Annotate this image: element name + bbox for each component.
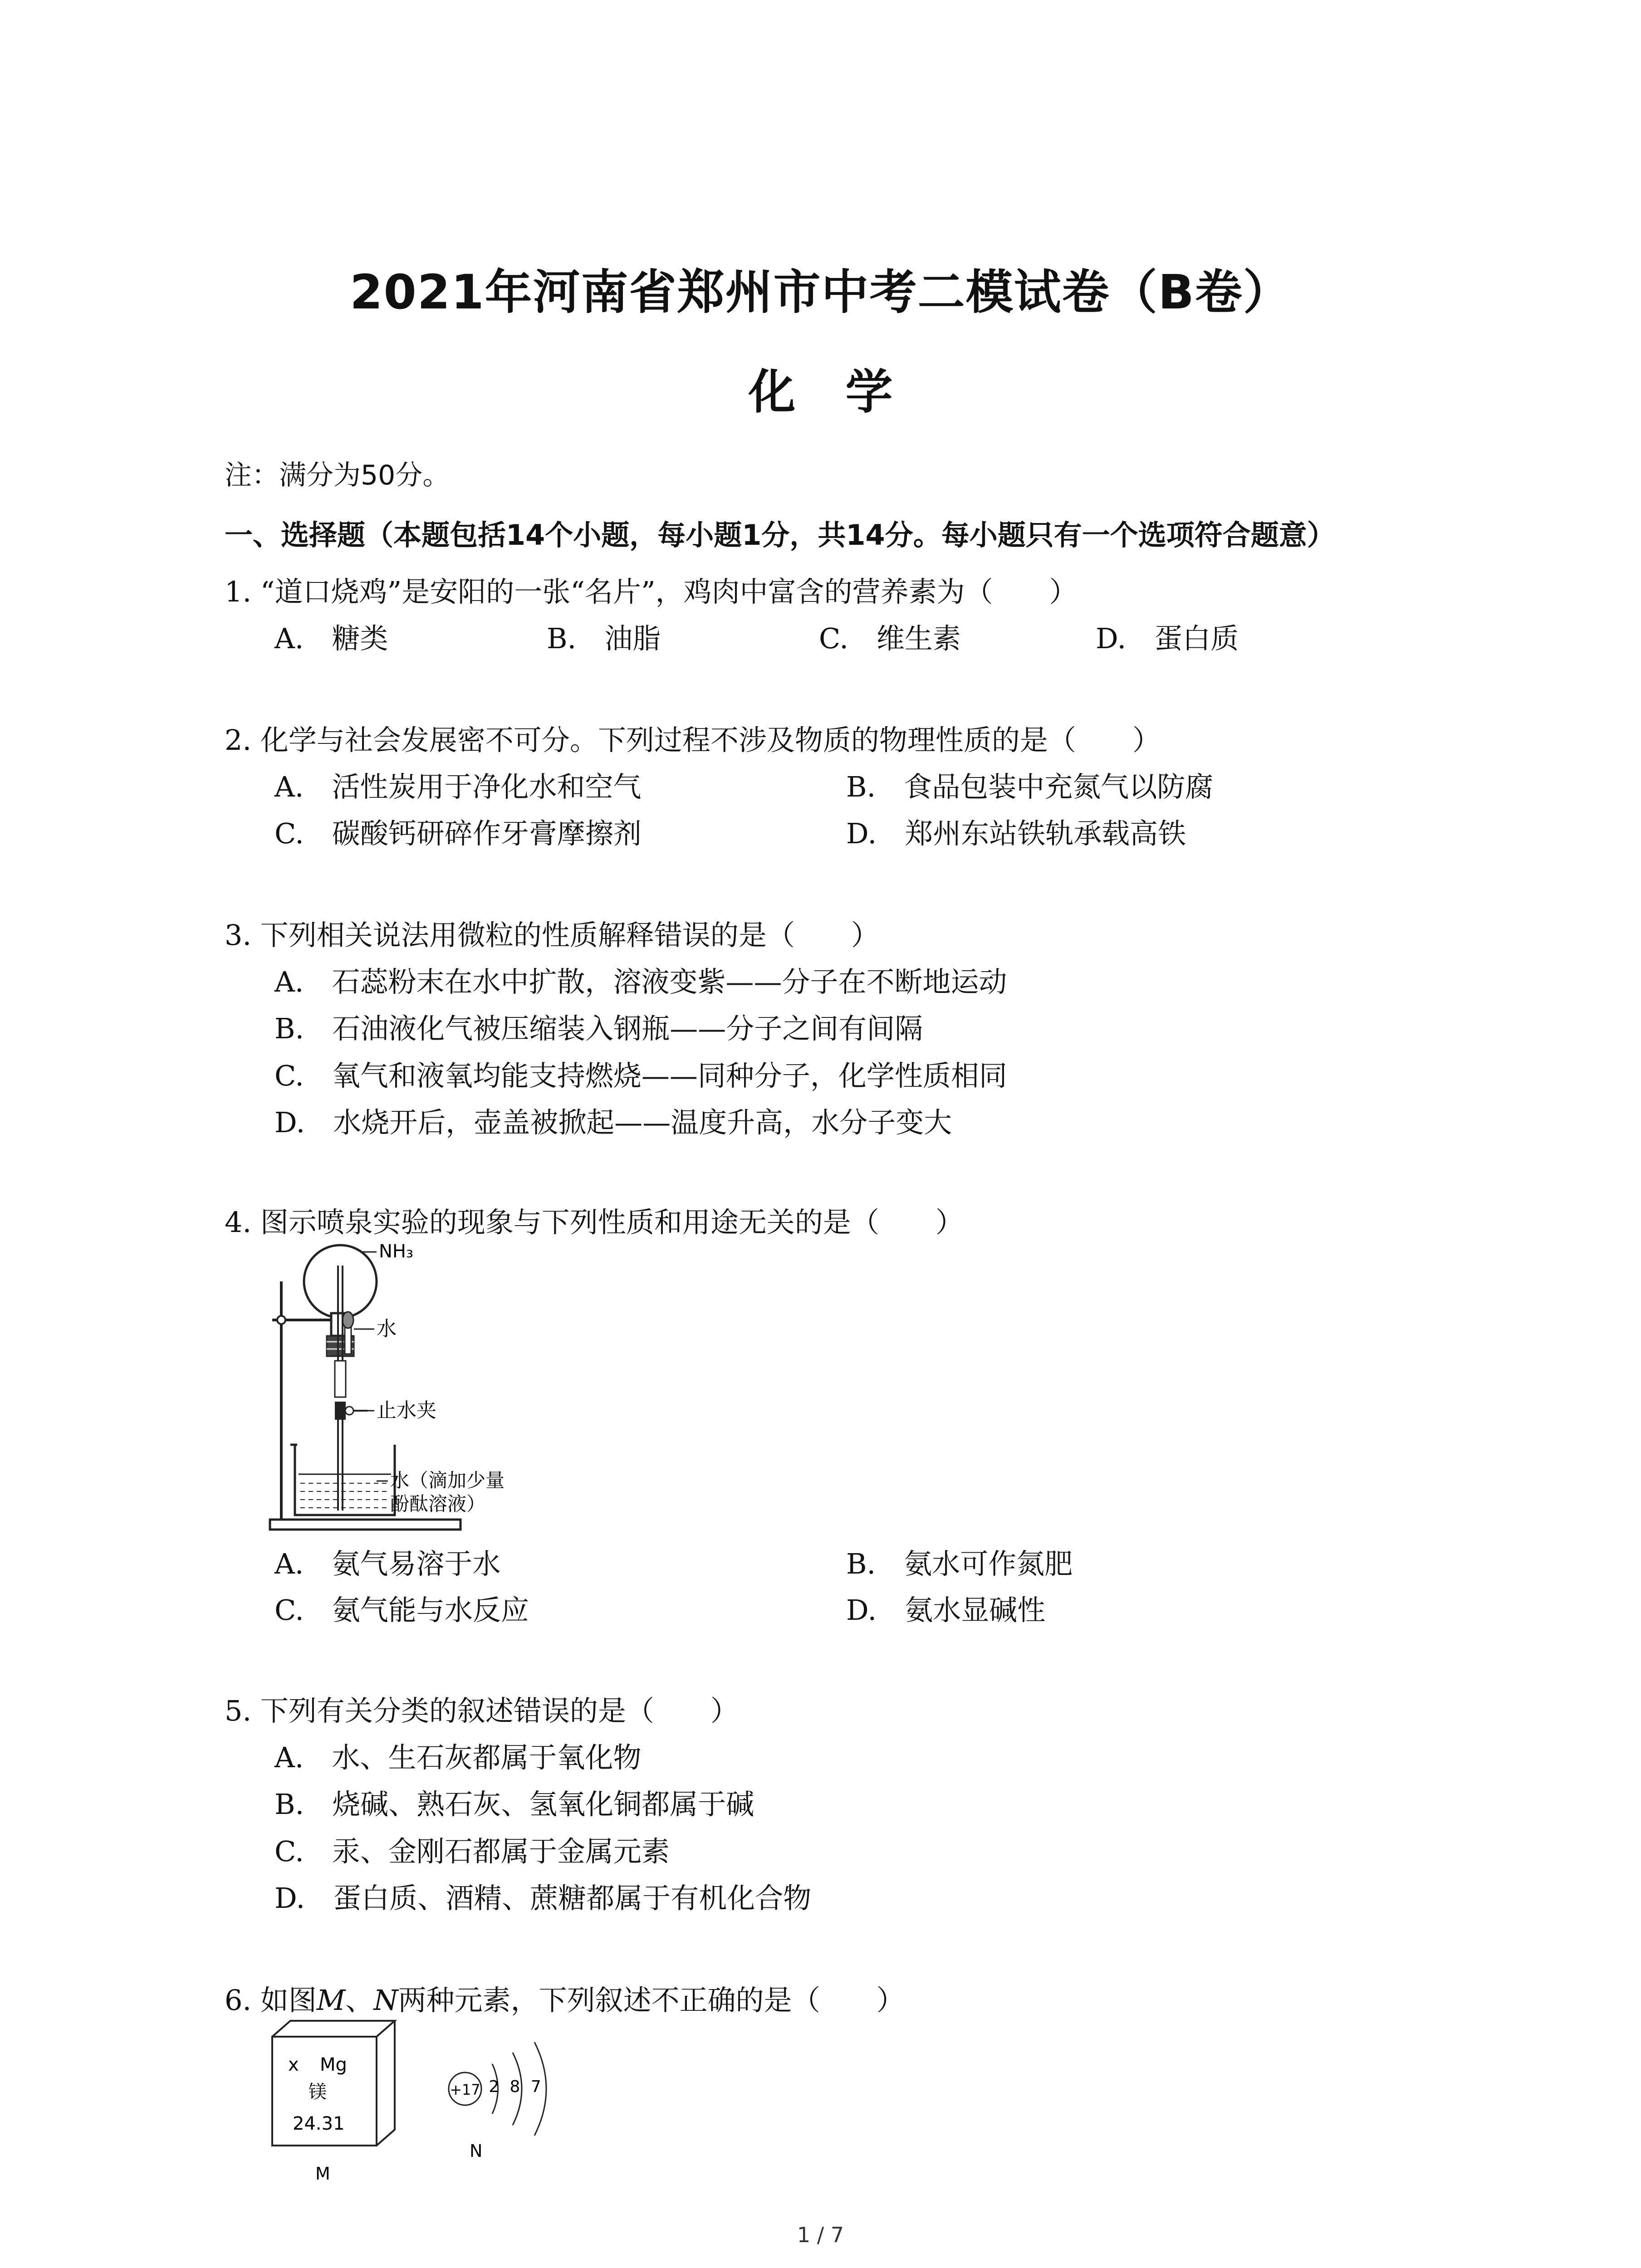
cell-symbol: Mg [320,2054,347,2075]
label-water-phenol-2: 酚酞溶液） [390,1493,486,1515]
stand-base [270,1520,460,1530]
label-nh3: NH₃ [379,1241,414,1262]
question-1-option-b: B. 油脂 [547,622,661,655]
figure-label-m: M [315,2164,330,2184]
question-2-option-a: A. 活性炭用于净化水和空气 [274,770,642,803]
section-heading: 一、选择题（本题包括14个小题，每小题1分，共14分。每小题只有一个选项符合题意） [225,518,1335,552]
dropper [345,1327,351,1354]
question-5-option-b: B. 烧碱、熟石灰、氢氧化铜都属于碱 [274,1788,754,1821]
question-2-option-b: B. 食品包装中充氮气以防腐 [846,770,1214,803]
question-1-stem: 1. “道口烧鸡”是安阳的一张“名片”，鸡肉中富含的营养素为（ ） [225,575,1078,608]
figure-label-n: N [470,2141,483,2161]
element-n-symbol: N [373,1984,398,2017]
nucleus-charge: +17 [450,2081,480,2098]
question-6-stem: 6. 如图M、N两种元素，下列叙述不正确的是（ ） [225,1984,905,2017]
question-3-stem: 3. 下列相关说法用微粒的性质解释错误的是（ ） [225,919,879,952]
subject-title: 化学 [748,364,943,420]
element-m-symbol: M [316,1984,346,2017]
atom-structure-n [449,2042,546,2136]
question-1-option-d: D. 蛋白质 [1096,622,1239,655]
periodic-cell-m [272,2021,395,2146]
round-flask [304,1245,377,1318]
label-clamp: 止水夹 [377,1399,436,1422]
question-4-option-a: A. 氨气易溶于水 [274,1547,501,1580]
clamp-block [335,1402,346,1420]
page-title: 2021年河南省郑州市中考二模试卷（B卷） [350,264,1291,320]
question-1-option-c: C. 维生素 [819,622,961,655]
beaker [295,1445,395,1515]
fountain-experiment-figure [263,1238,581,1538]
score-note: 注：满分为50分。 [225,459,450,491]
question-4-option-d: D. 氨水显碱性 [846,1593,1046,1627]
question-3-option-b: B. 石油液化气被压缩装入钢瓶——分子之间有间隔 [274,1012,923,1045]
cell-mass: 24.31 [293,2113,345,2134]
question-5-option-c: C. 汞、金刚石都属于金属元素 [274,1835,670,1868]
element-figure [263,2014,581,2195]
question-5-option-a: A. 水、生石灰都属于氧化物 [274,1741,642,1774]
question-1-option-a: A. 糖类 [274,622,388,655]
question-3-option-c: C. 氧气和液氧均能支持燃烧——同种分子，化学性质相同 [274,1059,1007,1092]
cell-name: 镁 [309,2082,327,2102]
question-3-option-a: A. 石蕊粉末在水中扩散，溶液变紫——分子在不断地运动 [274,965,1007,998]
page-number: 1 / 7 [797,2223,844,2247]
question-5-option-d: D. 蛋白质、酒精、蔗糖都属于有机化合物 [274,1882,812,1915]
label-water: 水 [377,1317,397,1340]
question-2-option-d: D. 郑州东站铁轨承载高铁 [846,817,1186,850]
question-3-option-d: D. 水烧开后，壶盖被掀起——温度升高，水分子变大 [274,1106,952,1139]
question-2-stem: 2. 化学与社会发展密不可分。下列过程不涉及物质的物理性质的是（ ） [225,723,1161,757]
label-water-phenol-1: 水（滴加少量 [390,1469,505,1491]
electron-shells: 2 8 7 [489,2077,541,2096]
question-4-option-b: B. 氨水可作氮肥 [846,1547,1073,1580]
question-4-option-c: C. 氨气能与水反应 [274,1593,529,1627]
cell-atomic-number: x [288,2054,299,2075]
question-4-stem: 4. 图示喷泉实验的现象与下列性质和用途无关的是（ ） [225,1206,964,1239]
question-5-stem: 5. 下列有关分类的叙述错误的是（ ） [225,1694,739,1727]
question-2-option-c: C. 碳酸钙研碎作牙膏摩擦剂 [274,817,642,850]
